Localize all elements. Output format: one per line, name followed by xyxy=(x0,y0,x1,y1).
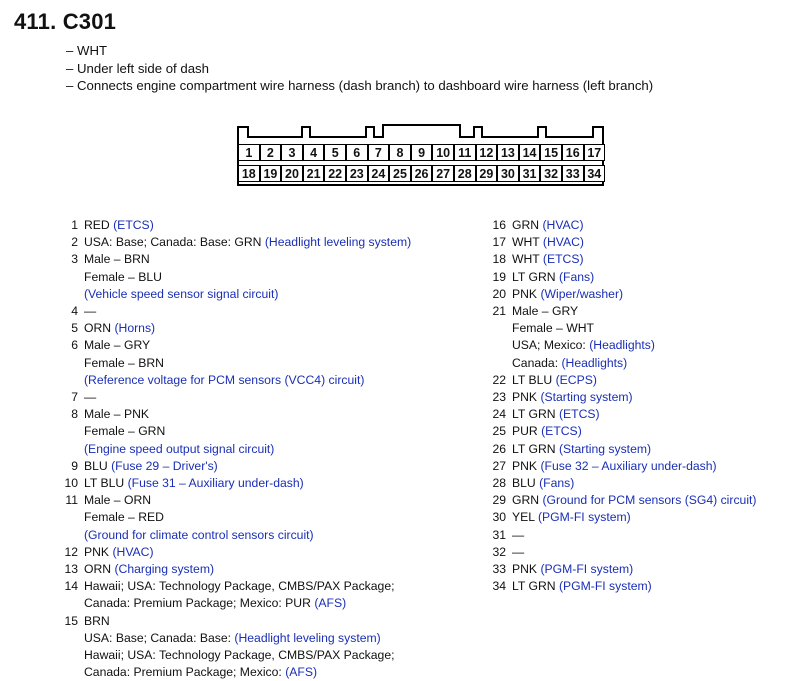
terminal-line xyxy=(84,217,154,234)
terminal-description xyxy=(84,217,154,234)
terminal-number: 22 xyxy=(492,372,506,387)
terminal-description xyxy=(84,492,314,544)
terminal-description xyxy=(512,372,597,389)
circuit-link[interactable]: (PGM-FI system) xyxy=(537,510,631,525)
wire-info: GRN xyxy=(512,218,543,232)
terminal-number: 17 xyxy=(492,235,506,250)
circuit-link[interactable]: (Ground for PCM sensors (SG4) circuit) xyxy=(542,493,757,508)
terminal-item xyxy=(476,217,756,234)
circuit-link[interactable]: (Fuse 31 – Auxiliary under-dash) xyxy=(127,476,304,491)
wire-info: LT BLU xyxy=(84,476,128,491)
terminal-item xyxy=(48,561,411,578)
circuit-link[interactable]: (Headlight leveling system) xyxy=(234,630,381,645)
terminal-line xyxy=(84,355,364,372)
terminal-number: 1 xyxy=(71,218,78,232)
connector-pin-row-bottom xyxy=(238,165,605,182)
terminal-description xyxy=(84,544,154,561)
terminal-description xyxy=(84,561,214,578)
terminal-description xyxy=(512,475,574,492)
wire-info: Female – WHT xyxy=(512,321,594,336)
connector-tab xyxy=(365,126,375,138)
terminal-line xyxy=(512,458,717,475)
wire-info: BRN xyxy=(84,613,110,628)
connector-pin: 22 xyxy=(324,165,346,182)
circuit-link[interactable]: (PGM-FI system) xyxy=(540,562,634,577)
connector-pin: 24 xyxy=(368,165,390,182)
terminal-line xyxy=(84,389,96,406)
connector-pin: 28 xyxy=(454,165,476,182)
terminal-description xyxy=(512,251,584,268)
connector-description xyxy=(66,42,653,95)
wire-info: LT BLU xyxy=(512,372,556,387)
terminal-line xyxy=(84,406,274,423)
wire-info: YEL xyxy=(512,510,538,525)
connector-tab xyxy=(592,126,604,138)
connector-pin: 29 xyxy=(476,165,498,182)
connector-pin: 30 xyxy=(497,165,519,182)
connector-pin: 27 xyxy=(432,165,454,182)
terminal-line xyxy=(512,389,633,406)
terminal-number: 6 xyxy=(71,338,78,353)
terminal-line xyxy=(512,406,600,423)
terminal-item xyxy=(476,286,756,303)
circuit-link[interactable]: (ETCS) xyxy=(558,407,600,422)
terminal-line xyxy=(512,372,597,389)
circuit-link[interactable]: (HVAC) xyxy=(112,544,154,559)
terminal-number: 30 xyxy=(492,510,506,525)
terminal-description xyxy=(512,303,655,372)
terminal-line xyxy=(512,303,655,320)
terminal-line xyxy=(512,527,524,544)
terminal-item xyxy=(476,441,756,458)
terminal-number: 4 xyxy=(71,304,78,319)
terminal-line xyxy=(512,355,655,372)
terminal-line xyxy=(84,337,364,354)
connector-pin: 9 xyxy=(411,144,433,161)
terminal-number: 14 xyxy=(64,579,78,594)
connector-pin: 23 xyxy=(346,165,368,182)
terminal-number: 32 xyxy=(492,544,506,559)
terminal-line xyxy=(84,630,394,647)
terminal-number: 28 xyxy=(492,476,506,491)
terminal-item xyxy=(48,234,411,251)
terminal-item xyxy=(48,337,411,389)
terminal-description xyxy=(84,320,155,337)
terminal-number: 31 xyxy=(492,527,506,542)
terminal-line xyxy=(512,337,655,354)
connector-pin: 5 xyxy=(324,144,346,161)
description-line: – Under left side of dash xyxy=(66,60,209,76)
terminal-description xyxy=(84,337,364,389)
terminal-description xyxy=(512,269,594,286)
terminal-item xyxy=(476,458,756,475)
wire-info: RED xyxy=(84,218,114,232)
terminal-item xyxy=(476,544,756,561)
terminal-item xyxy=(476,475,756,492)
circuit-link[interactable]: (AFS) xyxy=(285,665,318,680)
terminal-description xyxy=(512,458,717,475)
connector-pin: 21 xyxy=(303,165,325,182)
connector-latch xyxy=(382,124,461,138)
wire-info: — xyxy=(84,390,97,405)
connector-pin: 13 xyxy=(497,144,519,161)
terminal-description xyxy=(512,492,756,509)
terminal-description xyxy=(84,458,218,475)
terminal-number: 18 xyxy=(492,252,506,267)
terminal-description xyxy=(84,406,274,458)
terminal-line xyxy=(512,509,631,526)
terminal-line xyxy=(512,544,524,561)
terminal-item xyxy=(48,217,411,234)
connector-pin: 6 xyxy=(346,144,368,161)
terminal-item xyxy=(48,475,411,492)
wire-info: Male – BRN xyxy=(84,252,150,267)
terminal-item xyxy=(476,303,756,372)
circuit-link[interactable]: (Ground for climate control sensors circuit) xyxy=(84,527,314,542)
terminal-item xyxy=(476,234,756,251)
wire-info: WHT xyxy=(512,252,543,267)
terminal-description xyxy=(512,406,600,423)
circuit-link[interactable]: (PGM-FI system) xyxy=(558,579,652,594)
terminal-item xyxy=(48,544,411,561)
circuit-link[interactable]: (Fuse 32 – Auxiliary under-dash) xyxy=(540,458,717,473)
terminal-line xyxy=(84,544,154,561)
terminal-description xyxy=(512,561,633,578)
wire-info: — xyxy=(512,544,525,559)
connector-tab xyxy=(237,126,249,138)
connector-pin: 25 xyxy=(389,165,411,182)
terminal-description xyxy=(512,234,584,251)
wire-info: Female – BRN xyxy=(84,355,164,370)
terminal-number: 12 xyxy=(64,544,78,559)
terminal-item xyxy=(476,509,756,526)
terminal-number: 8 xyxy=(71,407,78,422)
terminal-number: 20 xyxy=(492,286,506,301)
wire-info: USA; Mexico: xyxy=(512,338,590,353)
circuit-link[interactable]: (Starting system) xyxy=(540,390,633,405)
circuit-link[interactable]: (ECPS) xyxy=(555,372,597,387)
terminal-number: 25 xyxy=(492,424,506,439)
terminal-item xyxy=(476,561,756,578)
connector-pin: 4 xyxy=(303,144,325,161)
description-line: – Connects engine compartment wire harness (dash branch) to dashboard wire harness (left branch) xyxy=(66,78,654,93)
terminal-line xyxy=(84,561,214,578)
terminal-number: 27 xyxy=(492,458,506,473)
wire-info: BLU xyxy=(84,458,112,473)
wire-info: Hawaii; USA: Technology Package, CMBS/PAX Package; xyxy=(84,648,395,663)
terminal-line xyxy=(84,303,96,320)
connector-pin: 14 xyxy=(519,144,541,161)
connector-pin: 32 xyxy=(540,165,562,182)
terminal-number: 11 xyxy=(65,493,78,508)
circuit-link[interactable]: (Headlights) xyxy=(589,338,655,353)
terminal-number: 19 xyxy=(492,269,506,284)
terminal-number: 10 xyxy=(64,476,78,491)
terminal-item xyxy=(476,372,756,389)
terminal-line xyxy=(84,527,314,544)
circuit-link[interactable]: (Horns) xyxy=(114,321,156,336)
connector-pin: 19 xyxy=(260,165,282,182)
terminal-item xyxy=(476,423,756,440)
terminal-line xyxy=(512,269,594,286)
description-line: – WHT xyxy=(66,43,108,58)
connector-tab xyxy=(537,126,547,138)
terminal-number: 2 xyxy=(71,235,78,250)
terminal-item xyxy=(476,578,756,595)
connector-pin: 18 xyxy=(238,165,260,182)
terminal-number: 7 xyxy=(71,390,78,405)
connector-tab xyxy=(473,126,483,138)
circuit-link[interactable]: (ETCS) xyxy=(541,424,582,439)
terminal-description xyxy=(512,527,524,544)
terminal-description xyxy=(84,303,96,320)
connector-pin: 33 xyxy=(562,165,584,182)
terminal-line xyxy=(84,475,304,492)
terminal-line xyxy=(512,475,574,492)
terminal-description xyxy=(512,217,584,234)
terminal-number: 23 xyxy=(492,390,506,405)
circuit-link[interactable]: (Fans) xyxy=(558,269,595,284)
circuit-link[interactable]: (HVAC) xyxy=(542,218,584,232)
connector-pin: 31 xyxy=(519,165,541,182)
wire-info: PNK xyxy=(512,562,541,577)
terminal-line xyxy=(512,217,584,234)
circuit-link[interactable]: (Vehicle speed sensor signal circuit) xyxy=(84,286,279,301)
wire-info: Male – GRY xyxy=(512,304,579,319)
terminal-line xyxy=(84,372,364,389)
terminal-line xyxy=(84,595,394,612)
wire-info: PNK xyxy=(512,286,541,301)
terminal-line xyxy=(84,269,278,286)
terminal-line xyxy=(84,320,155,337)
terminal-number: 5 xyxy=(71,321,78,336)
wire-info: Female – RED xyxy=(84,510,164,525)
connector-pin-row-top xyxy=(238,144,605,161)
connector-tab xyxy=(301,126,311,138)
terminal-item xyxy=(48,458,411,475)
connector-pin: 8 xyxy=(389,144,411,161)
wire-info: BLU xyxy=(512,476,540,491)
terminal-item xyxy=(48,251,411,303)
terminal-number: 15 xyxy=(64,613,78,628)
terminal-item xyxy=(48,406,411,458)
terminal-line xyxy=(84,441,274,458)
circuit-link[interactable]: (Engine speed output signal circuit) xyxy=(84,441,275,456)
terminal-line xyxy=(512,286,623,303)
connector-pin: 7 xyxy=(368,144,390,161)
terminal-number: 34 xyxy=(492,579,506,594)
terminal-line xyxy=(512,423,582,440)
connector-pin: 17 xyxy=(584,144,606,161)
terminal-item xyxy=(476,527,756,544)
terminal-number: 21 xyxy=(492,304,506,319)
wire-info: PUR xyxy=(512,424,542,439)
terminal-line xyxy=(84,664,394,681)
terminal-item xyxy=(476,269,756,286)
wire-info: ORN xyxy=(84,321,115,336)
terminal-line xyxy=(512,234,584,251)
terminal-line xyxy=(512,578,652,595)
terminal-description xyxy=(84,475,304,492)
wire-info: PNK xyxy=(512,458,541,473)
wire-info: Canada: xyxy=(512,355,562,370)
terminal-item xyxy=(48,492,411,544)
circuit-link[interactable]: (Fans) xyxy=(539,476,575,491)
terminal-item xyxy=(48,389,411,406)
terminal-line xyxy=(84,647,394,664)
terminal-description xyxy=(512,423,582,440)
terminal-line xyxy=(84,423,274,440)
wire-info: PNK xyxy=(512,390,541,405)
terminal-list-right xyxy=(476,217,756,595)
terminal-line xyxy=(512,492,756,509)
terminal-item xyxy=(48,578,411,612)
wire-info: — xyxy=(512,527,525,542)
wire-info: LT GRN xyxy=(512,407,559,422)
terminal-line xyxy=(512,320,655,337)
circuit-link[interactable]: (ETCS) xyxy=(542,252,584,267)
terminal-description xyxy=(84,389,96,406)
terminal-item xyxy=(476,406,756,423)
wire-info: Canada: Premium Package; Mexico: xyxy=(84,665,286,680)
circuit-link[interactable]: (Wiper/washer) xyxy=(540,286,624,301)
wire-info: LT GRN xyxy=(512,441,559,456)
circuit-link[interactable]: (Headlight leveling system) xyxy=(264,235,412,250)
terminal-description xyxy=(84,578,394,612)
wire-info: GRN xyxy=(512,493,543,508)
circuit-link[interactable]: (ETCS) xyxy=(113,218,154,232)
terminal-line xyxy=(84,251,278,268)
circuit-link[interactable]: (AFS) xyxy=(314,596,347,611)
connector-pin: 2 xyxy=(260,144,282,161)
terminal-number: 16 xyxy=(492,218,506,232)
terminal-line xyxy=(84,234,411,251)
terminal-line xyxy=(84,613,394,630)
wire-info: Female – BLU xyxy=(84,269,162,284)
terminal-number: 26 xyxy=(492,441,506,456)
connector-pin: 16 xyxy=(562,144,584,161)
wire-info: USA: Base; Canada: Base: GRN xyxy=(84,235,265,250)
wire-info: LT GRN xyxy=(512,579,559,594)
connector-pin: 15 xyxy=(540,144,562,161)
terminal-number: 24 xyxy=(492,407,506,422)
terminal-line xyxy=(84,509,314,526)
terminal-number: 29 xyxy=(492,493,506,508)
circuit-link[interactable]: (Headlights) xyxy=(561,355,628,370)
wire-info: LT GRN xyxy=(512,269,559,284)
terminal-description xyxy=(512,286,623,303)
wire-info: Female – GRN xyxy=(84,424,166,439)
circuit-link[interactable]: (Starting system) xyxy=(558,441,652,456)
connector-pin: 12 xyxy=(476,144,498,161)
connector-pin: 26 xyxy=(411,165,433,182)
terminal-description xyxy=(84,251,278,303)
terminal-line xyxy=(84,492,314,509)
terminal-item xyxy=(48,303,411,320)
terminal-description xyxy=(512,509,631,526)
wire-info: WHT xyxy=(512,235,543,250)
connector-pin: 10 xyxy=(432,144,454,161)
terminal-line xyxy=(84,286,278,303)
terminal-line xyxy=(84,578,394,595)
terminal-line xyxy=(512,251,584,268)
terminal-number: 3 xyxy=(71,252,78,267)
wire-info: Hawaii; USA: Technology Package, CMBS/PAX Package; xyxy=(84,579,395,594)
terminal-description xyxy=(512,441,651,458)
terminal-description xyxy=(512,544,524,561)
terminal-description xyxy=(512,389,633,406)
wire-info: — xyxy=(84,304,97,319)
circuit-link[interactable]: (Reference voltage for PCM sensors (VCC4) circuit) xyxy=(84,372,365,387)
connector-pin: 20 xyxy=(281,165,303,182)
terminal-line xyxy=(84,458,218,475)
terminal-line xyxy=(512,561,633,578)
wire-info: Male – ORN xyxy=(84,493,152,508)
terminal-list-left xyxy=(48,217,411,681)
connector-pin: 3 xyxy=(281,144,303,161)
terminal-item xyxy=(48,320,411,337)
wire-info: ORN xyxy=(84,562,115,577)
terminal-line xyxy=(512,441,651,458)
wire-info: PNK xyxy=(84,544,113,559)
connector-pin: 34 xyxy=(584,165,606,182)
circuit-link[interactable]: (Fuse 29 – Driver's) xyxy=(111,458,218,473)
circuit-link[interactable]: (Charging system) xyxy=(114,562,215,577)
wire-info: USA: Base; Canada: Base: xyxy=(84,630,235,645)
terminal-item xyxy=(476,389,756,406)
terminal-number: 13 xyxy=(64,562,78,577)
terminal-description xyxy=(512,578,652,595)
terminal-item xyxy=(476,492,756,509)
circuit-link[interactable]: (HVAC) xyxy=(542,235,584,250)
terminal-item xyxy=(476,251,756,268)
terminal-number: 33 xyxy=(492,562,506,577)
terminal-description xyxy=(84,234,411,251)
wire-info: Male – PNK xyxy=(84,407,150,422)
connector-pin: 11 xyxy=(454,144,476,161)
wire-info: Male – GRY xyxy=(84,338,151,353)
terminal-number: 9 xyxy=(71,458,78,473)
page-title: 411. C301 xyxy=(14,9,117,34)
wire-info: Canada: Premium Package; Mexico: PUR xyxy=(84,596,315,611)
connector-pin: 1 xyxy=(238,144,260,161)
